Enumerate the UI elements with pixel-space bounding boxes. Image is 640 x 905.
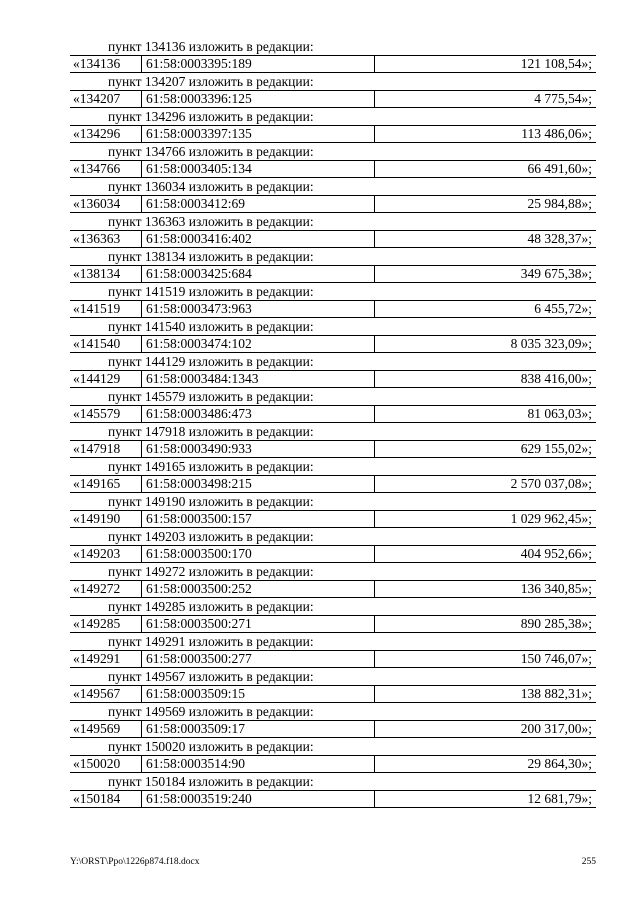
amendment-instruction: пункт 144129 изложить в редакции:	[108, 354, 314, 369]
table-row	[70, 230, 596, 248]
cadastral-value-cell: 136 340,85»;	[520, 581, 592, 596]
item-number-cell: «141519	[70, 301, 142, 317]
cadastral-value-cell: 1 029 962,45»;	[510, 511, 592, 526]
amendment-instruction: пункт 136363 изложить в редакции:	[108, 214, 314, 229]
footer-file-path: Y:\ORST\Ppo\1226p874.f18.docx	[70, 857, 200, 867]
cadastral-value-cell: 150 746,07»;	[520, 651, 592, 666]
cadastral-number-cell: 61:58:0003500:277	[142, 651, 375, 667]
cadastral-number-cell: 61:58:0003486:473	[142, 406, 375, 422]
amendment-instruction: пункт 149569 изложить в редакции:	[108, 704, 314, 719]
cadastral-number-cell: 61:58:0003500:157	[142, 511, 375, 527]
table-row	[70, 125, 596, 143]
amendment-entry	[70, 493, 596, 528]
table-row	[70, 405, 596, 423]
amendment-entry	[70, 528, 596, 563]
cadastral-value-cell: 66 491,60»;	[527, 161, 592, 176]
cadastral-number-cell: 61:58:0003519:240	[142, 791, 375, 807]
cadastral-number-cell: 61:58:0003484:1343	[142, 371, 375, 387]
amendment-instruction: пункт 134766 изложить в редакции:	[108, 144, 314, 159]
amendment-instruction: пункт 149285 изложить в редакции:	[108, 599, 314, 614]
table-row	[70, 650, 596, 668]
amendment-instruction: пункт 149272 изложить в редакции:	[108, 564, 314, 579]
table-row	[70, 90, 596, 108]
cadastral-value-cell: 8 035 323,09»;	[510, 336, 592, 351]
amendment-entry	[70, 73, 596, 108]
item-number-cell: «134766	[70, 161, 142, 177]
cadastral-number-cell: 61:58:0003498:215	[142, 476, 375, 492]
table-row	[70, 580, 596, 598]
table-row	[70, 370, 596, 388]
cadastral-value-cell: 349 675,38»;	[520, 266, 592, 281]
cadastral-number-cell: 61:58:0003474:102	[142, 336, 375, 352]
amendment-instruction: пункт 149190 изложить в редакции:	[108, 494, 314, 509]
amendment-entry	[70, 773, 596, 808]
item-number-cell: «134296	[70, 126, 142, 142]
cadastral-value-cell: 121 108,54»;	[520, 56, 592, 71]
amendment-instruction: пункт 149203 изложить в редакции:	[108, 529, 314, 544]
amendment-entry	[70, 318, 596, 353]
cadastral-value-cell: 838 416,00»;	[520, 371, 592, 386]
item-number-cell: «136363	[70, 231, 142, 247]
amendment-instruction: пункт 141540 изложить в редакции:	[108, 319, 314, 334]
amendment-entry	[70, 668, 596, 703]
amendment-instruction: пункт 141519 изложить в редакции:	[108, 284, 314, 299]
cadastral-number-cell: 61:58:0003397:135	[142, 126, 375, 142]
amendment-instruction: пункт 149291 изложить в редакции:	[108, 634, 314, 649]
cadastral-number-cell: 61:58:0003500:271	[142, 616, 375, 632]
table-row	[70, 440, 596, 458]
amendment-entry	[70, 143, 596, 178]
amendment-entry	[70, 178, 596, 213]
cadastral-value-cell: 48 328,37»;	[527, 231, 592, 246]
table-row	[70, 475, 596, 493]
item-number-cell: «149291	[70, 651, 142, 667]
amendment-entry	[70, 703, 596, 738]
cadastral-number-cell: 61:58:0003396:125	[142, 91, 375, 107]
cadastral-value-cell: 629 155,02»;	[520, 441, 592, 456]
item-number-cell: «144129	[70, 371, 142, 387]
amendment-instruction: пункт 149567 изложить в редакции:	[108, 669, 314, 684]
cadastral-number-cell: 61:58:0003514:90	[142, 756, 375, 772]
amendment-entry	[70, 598, 596, 633]
amendment-entry	[70, 563, 596, 598]
amendment-list	[70, 38, 596, 808]
cadastral-value-cell: 25 984,88»;	[527, 196, 592, 211]
item-number-cell: «150184	[70, 791, 142, 807]
item-number-cell: «149569	[70, 721, 142, 737]
amendment-entry	[70, 353, 596, 388]
amendment-entry	[70, 388, 596, 423]
cadastral-number-cell: 61:58:0003509:15	[142, 686, 375, 702]
table-row	[70, 720, 596, 738]
amendment-entry	[70, 38, 596, 73]
cadastral-value-cell: 113 486,06»;	[521, 126, 592, 141]
item-number-cell: «134207	[70, 91, 142, 107]
item-number-cell: «134136	[70, 56, 142, 72]
amendment-entry	[70, 633, 596, 668]
item-number-cell: «147918	[70, 441, 142, 457]
cadastral-value-cell: 890 285,38»;	[520, 616, 592, 631]
cadastral-value-cell: 200 317,00»;	[520, 721, 592, 736]
item-number-cell: «149190	[70, 511, 142, 527]
cadastral-number-cell: 61:58:0003490:933	[142, 441, 375, 457]
amendment-instruction: пункт 147918 изложить в редакции:	[108, 424, 314, 439]
table-row	[70, 510, 596, 528]
cadastral-number-cell: 61:58:0003412:69	[142, 196, 375, 212]
amendment-instruction: пункт 150020 изложить в редакции:	[108, 739, 314, 754]
cadastral-number-cell: 61:58:0003500:252	[142, 581, 375, 597]
amendment-instruction: пункт 134207 изложить в редакции:	[108, 74, 314, 89]
cadastral-value-cell: 81 063,03»;	[527, 406, 592, 421]
amendment-entry	[70, 248, 596, 283]
footer-page-number: 255	[581, 857, 596, 867]
amendment-entry	[70, 738, 596, 773]
cadastral-number-cell: 61:58:0003473:963	[142, 301, 375, 317]
table-row	[70, 615, 596, 633]
table-row	[70, 55, 596, 73]
table-row	[70, 160, 596, 178]
table-row	[70, 755, 596, 773]
cadastral-value-cell: 29 864,30»;	[527, 756, 592, 771]
table-row	[70, 195, 596, 213]
cadastral-value-cell: 6 455,72»;	[534, 301, 592, 316]
item-number-cell: «138134	[70, 266, 142, 282]
cadastral-value-cell: 138 882,31»;	[520, 686, 592, 701]
amendment-instruction: пункт 149165 изложить в редакции:	[108, 459, 314, 474]
amendment-instruction: пункт 138134 изложить в редакции:	[108, 249, 314, 264]
item-number-cell: «141540	[70, 336, 142, 352]
cadastral-value-cell: 2 570 037,08»;	[510, 476, 592, 491]
amendment-instruction: пункт 134296 изложить в редакции:	[108, 109, 314, 124]
item-number-cell: «149203	[70, 546, 142, 562]
item-number-cell: «136034	[70, 196, 142, 212]
amendment-entry	[70, 213, 596, 248]
cadastral-number-cell: 61:58:0003509:17	[142, 721, 375, 737]
table-row	[70, 265, 596, 283]
amendment-instruction: пункт 134136 изложить в редакции:	[108, 39, 314, 54]
amendment-instruction: пункт 145579 изложить в редакции:	[108, 389, 314, 404]
item-number-cell: «149567	[70, 686, 142, 702]
item-number-cell: «145579	[70, 406, 142, 422]
item-number-cell: «149285	[70, 616, 142, 632]
table-row	[70, 300, 596, 318]
table-row	[70, 545, 596, 563]
cadastral-number-cell: 61:58:0003416:402	[142, 231, 375, 247]
amendment-entry	[70, 458, 596, 493]
table-row	[70, 335, 596, 353]
cadastral-value-cell: 12 681,79»;	[527, 791, 592, 806]
item-number-cell: «150020	[70, 756, 142, 772]
table-row	[70, 685, 596, 703]
cadastral-value-cell: 404 952,66»;	[520, 546, 592, 561]
amendment-instruction: пункт 150184 изложить в редакции:	[108, 774, 314, 789]
cadastral-number-cell: 61:58:0003500:170	[142, 546, 375, 562]
table-row	[70, 790, 596, 808]
item-number-cell: «149165	[70, 476, 142, 492]
cadastral-number-cell: 61:58:0003405:134	[142, 161, 375, 177]
amendment-entry	[70, 108, 596, 143]
amendment-entry	[70, 283, 596, 318]
cadastral-number-cell: 61:58:0003395:189	[142, 56, 375, 72]
item-number-cell: «149272	[70, 581, 142, 597]
amendment-entry	[70, 423, 596, 458]
cadastral-number-cell: 61:58:0003425:684	[142, 266, 375, 282]
cadastral-value-cell: 4 775,54»;	[534, 91, 592, 106]
amendment-instruction: пункт 136034 изложить в редакции:	[108, 179, 314, 194]
